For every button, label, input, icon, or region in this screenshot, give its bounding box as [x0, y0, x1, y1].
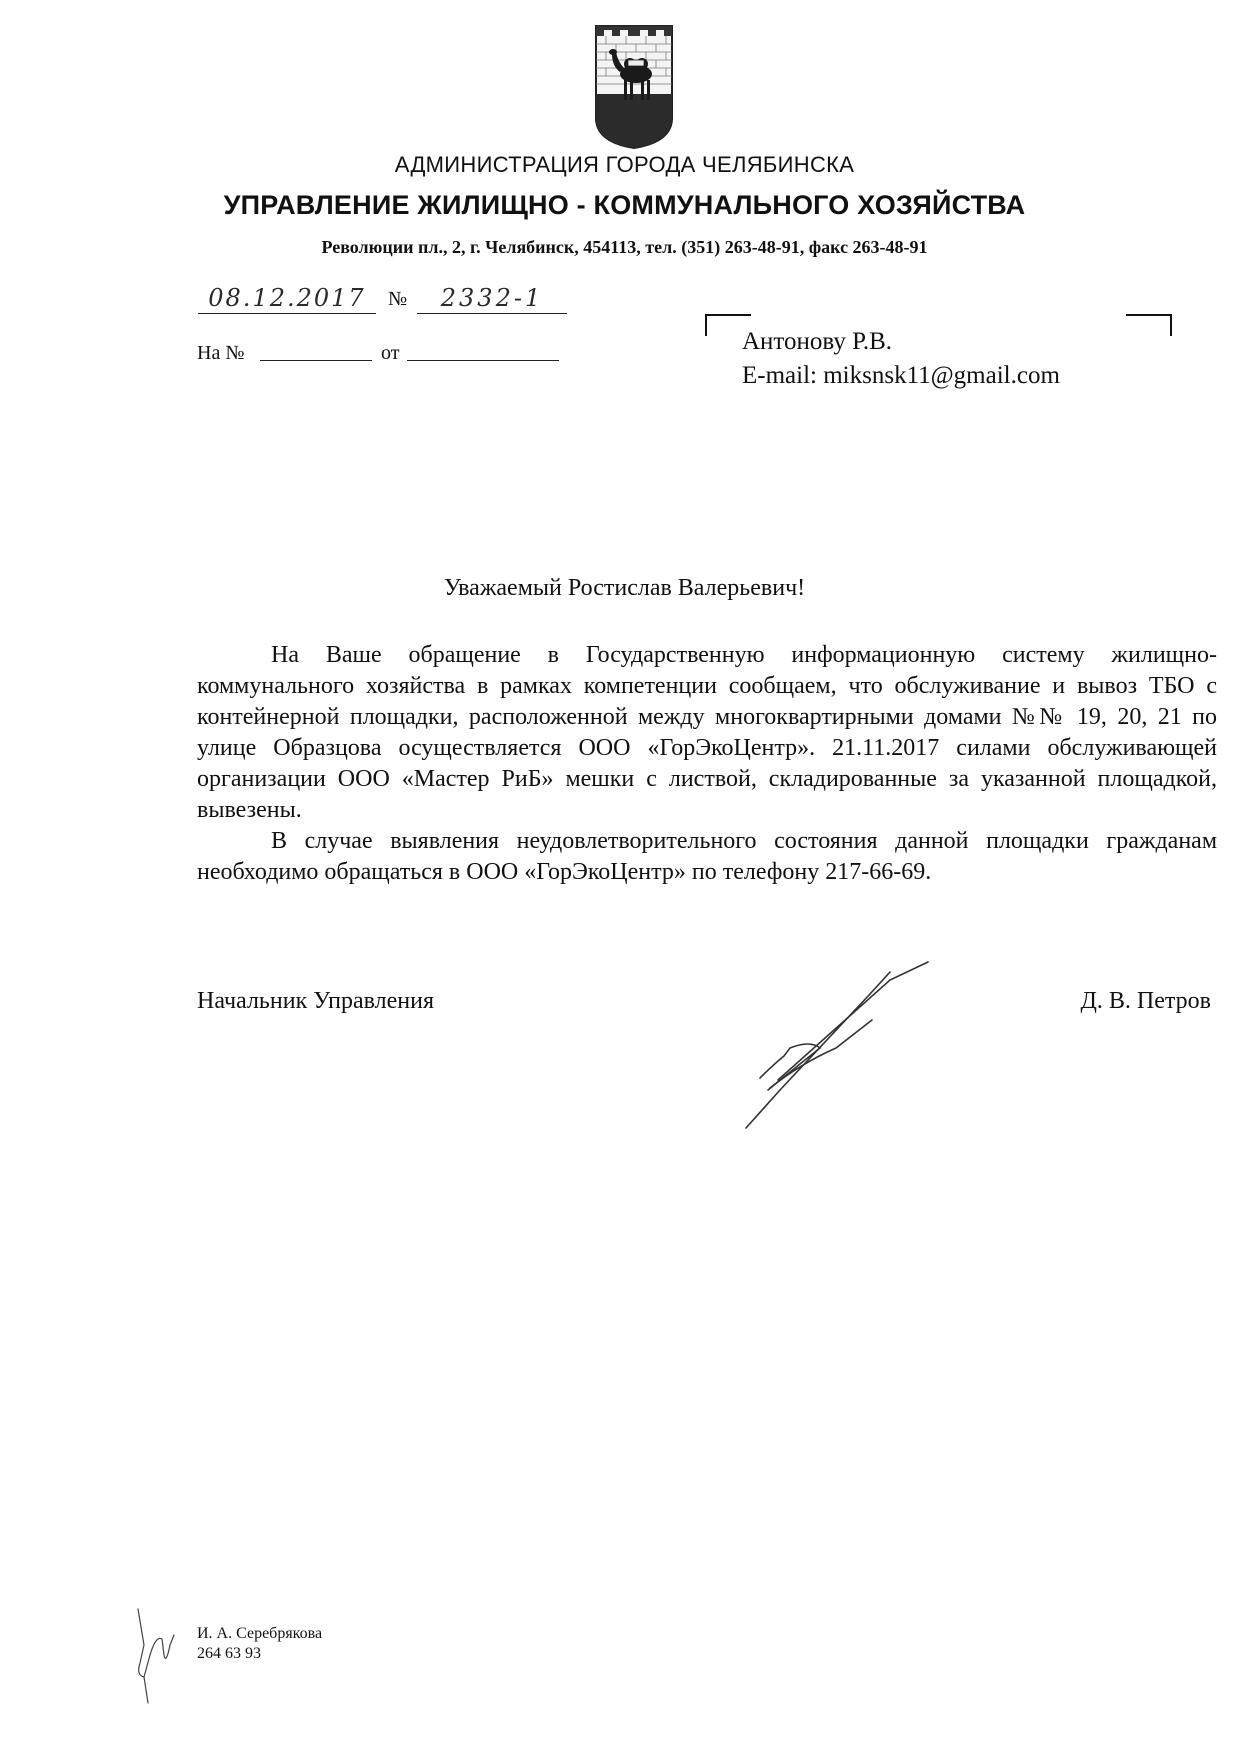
city-coat-of-arms-icon — [592, 22, 676, 150]
outgoing-number: 2332-1 — [417, 283, 567, 314]
outgoing-date: 08.12.2017 — [198, 283, 376, 314]
administration-name: АДМИНИСТРАЦИЯ ГОРОДА ЧЕЛЯБИНСКА — [394, 152, 855, 177]
reference-date-label: от — [381, 342, 400, 364]
signer-title: Начальник Управления — [197, 988, 434, 1014]
salutation: Уважаемый Ростислав Валерьевич! — [443, 575, 806, 601]
executor-name: И. А. Серебрякова — [197, 1625, 323, 1642]
signer-name: Д. В. Петров — [1080, 988, 1211, 1014]
reference-number-label: На № — [197, 342, 245, 364]
reference-number-blank — [260, 360, 372, 361]
outgoing-number-label: № — [388, 288, 408, 310]
body-paragraph: В случае выявления неудовлетворительного состояния данной площадки гражданам необходимо обращаться в ООО «ГорЭкоЦентр» по телефону 217-66-69. — [197, 828, 1217, 885]
body-paragraph: На Ваше обращение в Государственную информационную систему жилищно-коммунального хозяйства в рамках компетенции сообщаем, что обслуживание и вывоз ТБО с контейнерной площадки, расположенной между многоквартирными домами №№ 19, 20, 21 по улице Образцова осуществляется ООО «ГорЭкоЦентр». 21.11.2017 силами обслуживающей организации ООО «Мастер РиБ» мешки с листвой, складированные за указанной площадкой, вывезены. — [197, 642, 1217, 823]
letter-body — [197, 640, 1217, 888]
address-bracket-right — [1126, 314, 1172, 336]
executor-phone: 264 63 93 — [197, 1645, 261, 1662]
handwritten-signature — [740, 960, 930, 1130]
executor-initials-signature — [130, 1605, 180, 1705]
department-name: УПРАВЛЕНИЕ ЖИЛИЩНО - КОММУНАЛЬНОГО ХОЗЯЙСТВА — [223, 190, 1026, 220]
executor-info — [197, 1624, 322, 1664]
department-address: Революции пл., 2, г. Челябинск, 454113, тел. (351) 263-48-91, факс 263-48-91 — [321, 237, 928, 257]
recipient-name: Антонову Р.В. — [742, 328, 893, 355]
recipient-block — [742, 325, 1060, 393]
recipient-email: E-mail: miksnsk11@gmail.com — [742, 362, 1060, 389]
reference-date-blank — [407, 360, 559, 361]
